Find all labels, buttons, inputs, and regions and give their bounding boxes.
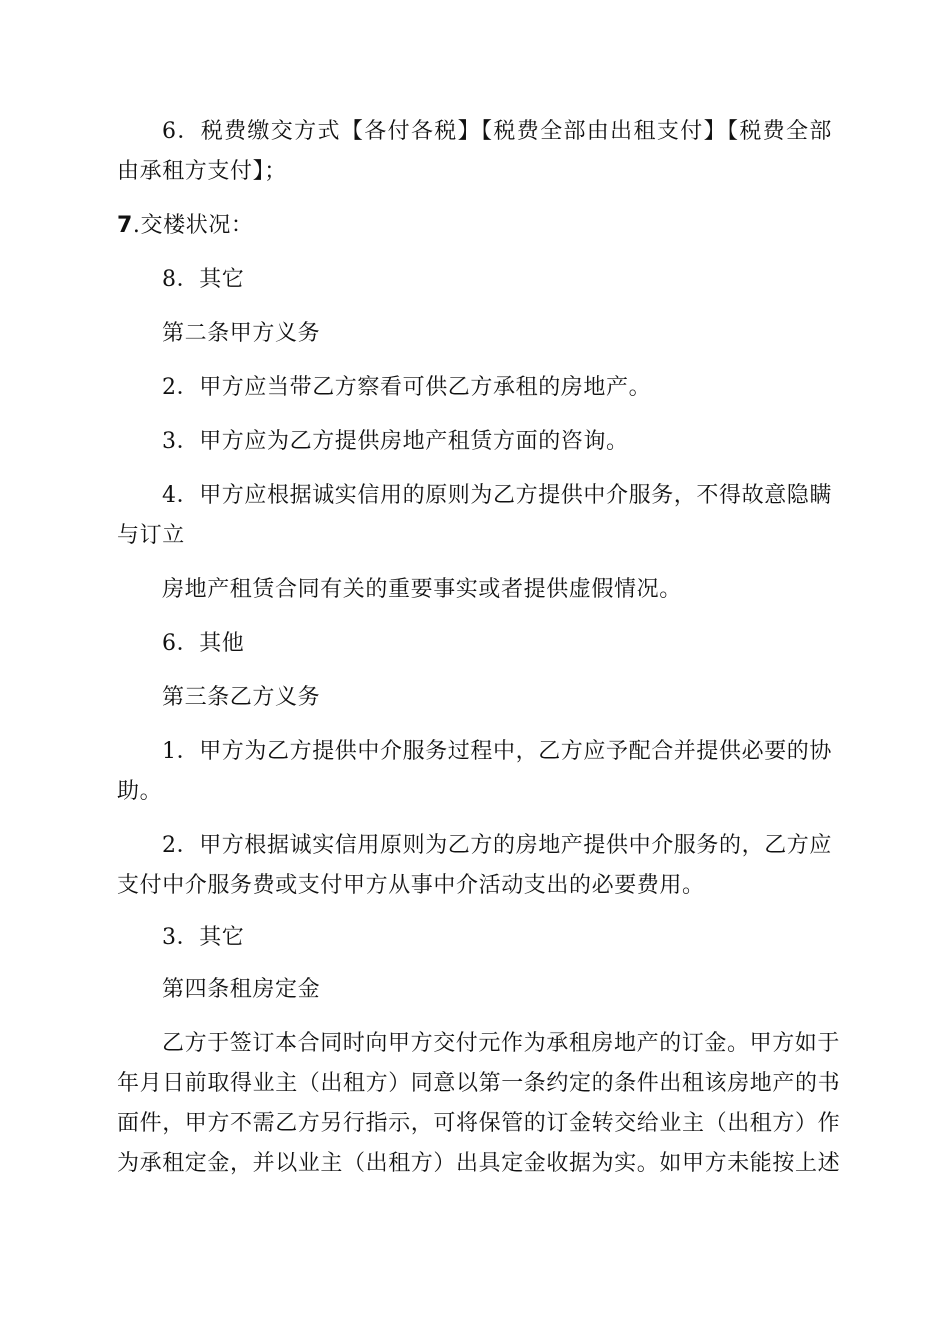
- clause-7-handover: [117, 208, 832, 244]
- article-2-heading: 第二条甲方义务: [162, 321, 321, 346]
- article-3-item-2-line-1: 2．甲方根据诚实信用原则为乙方的房地产提供中介服务的，乙方应: [162, 833, 832, 858]
- article-4-heading: 第四条租房定金: [162, 977, 321, 1002]
- article-4-body-line-4: 为承租定金，并以业主（出租方）出具定金收据为实。如甲方未能按上述: [117, 1151, 841, 1176]
- article-2-item-4-continued: 房地产租赁合同有关的重要事实或者提供虚假情况。: [162, 577, 682, 602]
- article-3-item-2-line-2: 支付中介服务费或支付甲方从事中介活动支出的必要费用。: [117, 873, 705, 898]
- article-3-item-1-line-2: 助。: [117, 779, 163, 804]
- article-3-heading: 第三条乙方义务: [162, 685, 321, 710]
- article-2-item-4-line-2: 与订立: [117, 523, 185, 548]
- clause-7-text: .交楼状况：: [132, 213, 254, 238]
- clause-7-number: 7: [117, 213, 133, 238]
- article-2-item-6: 6．其他: [162, 631, 245, 656]
- article-2-item-2: 2．甲方应当带乙方察看可供乙方承租的房地产。: [162, 375, 652, 400]
- article-4-body-line-1: 乙方于签订本合同时向甲方交付元作为承租房地产的订金。甲方如于: [162, 1031, 841, 1056]
- clause-8-other: 8．其它: [162, 267, 245, 292]
- article-4-body-line-3: 面件，甲方不需乙方另行指示，可将保管的订金转交给业主（出租方）作: [117, 1111, 841, 1136]
- article-2-item-3: 3．甲方应为乙方提供房地产租赁方面的咨询。: [162, 429, 629, 454]
- article-2-item-4-line-1: 4．甲方应根据诚实信用的原则为乙方提供中介服务，不得故意隐瞒: [162, 483, 832, 508]
- clause-6-tax-line-1: 6．税费缴交方式【各付各税】【税费全部由出租支付】【税费全部: [162, 119, 832, 144]
- article-3-item-3: 3．其它: [162, 925, 245, 950]
- clause-6-tax-line-2: 由承租方支付】；: [117, 159, 287, 184]
- article-3-item-1-line-1: 1．甲方为乙方提供中介服务过程中，乙方应予配合并提供必要的协: [162, 739, 832, 764]
- article-4-body-line-2: 年月日前取得业主（出租方）同意以第一条约定的条件出租该房地产的书: [117, 1071, 841, 1096]
